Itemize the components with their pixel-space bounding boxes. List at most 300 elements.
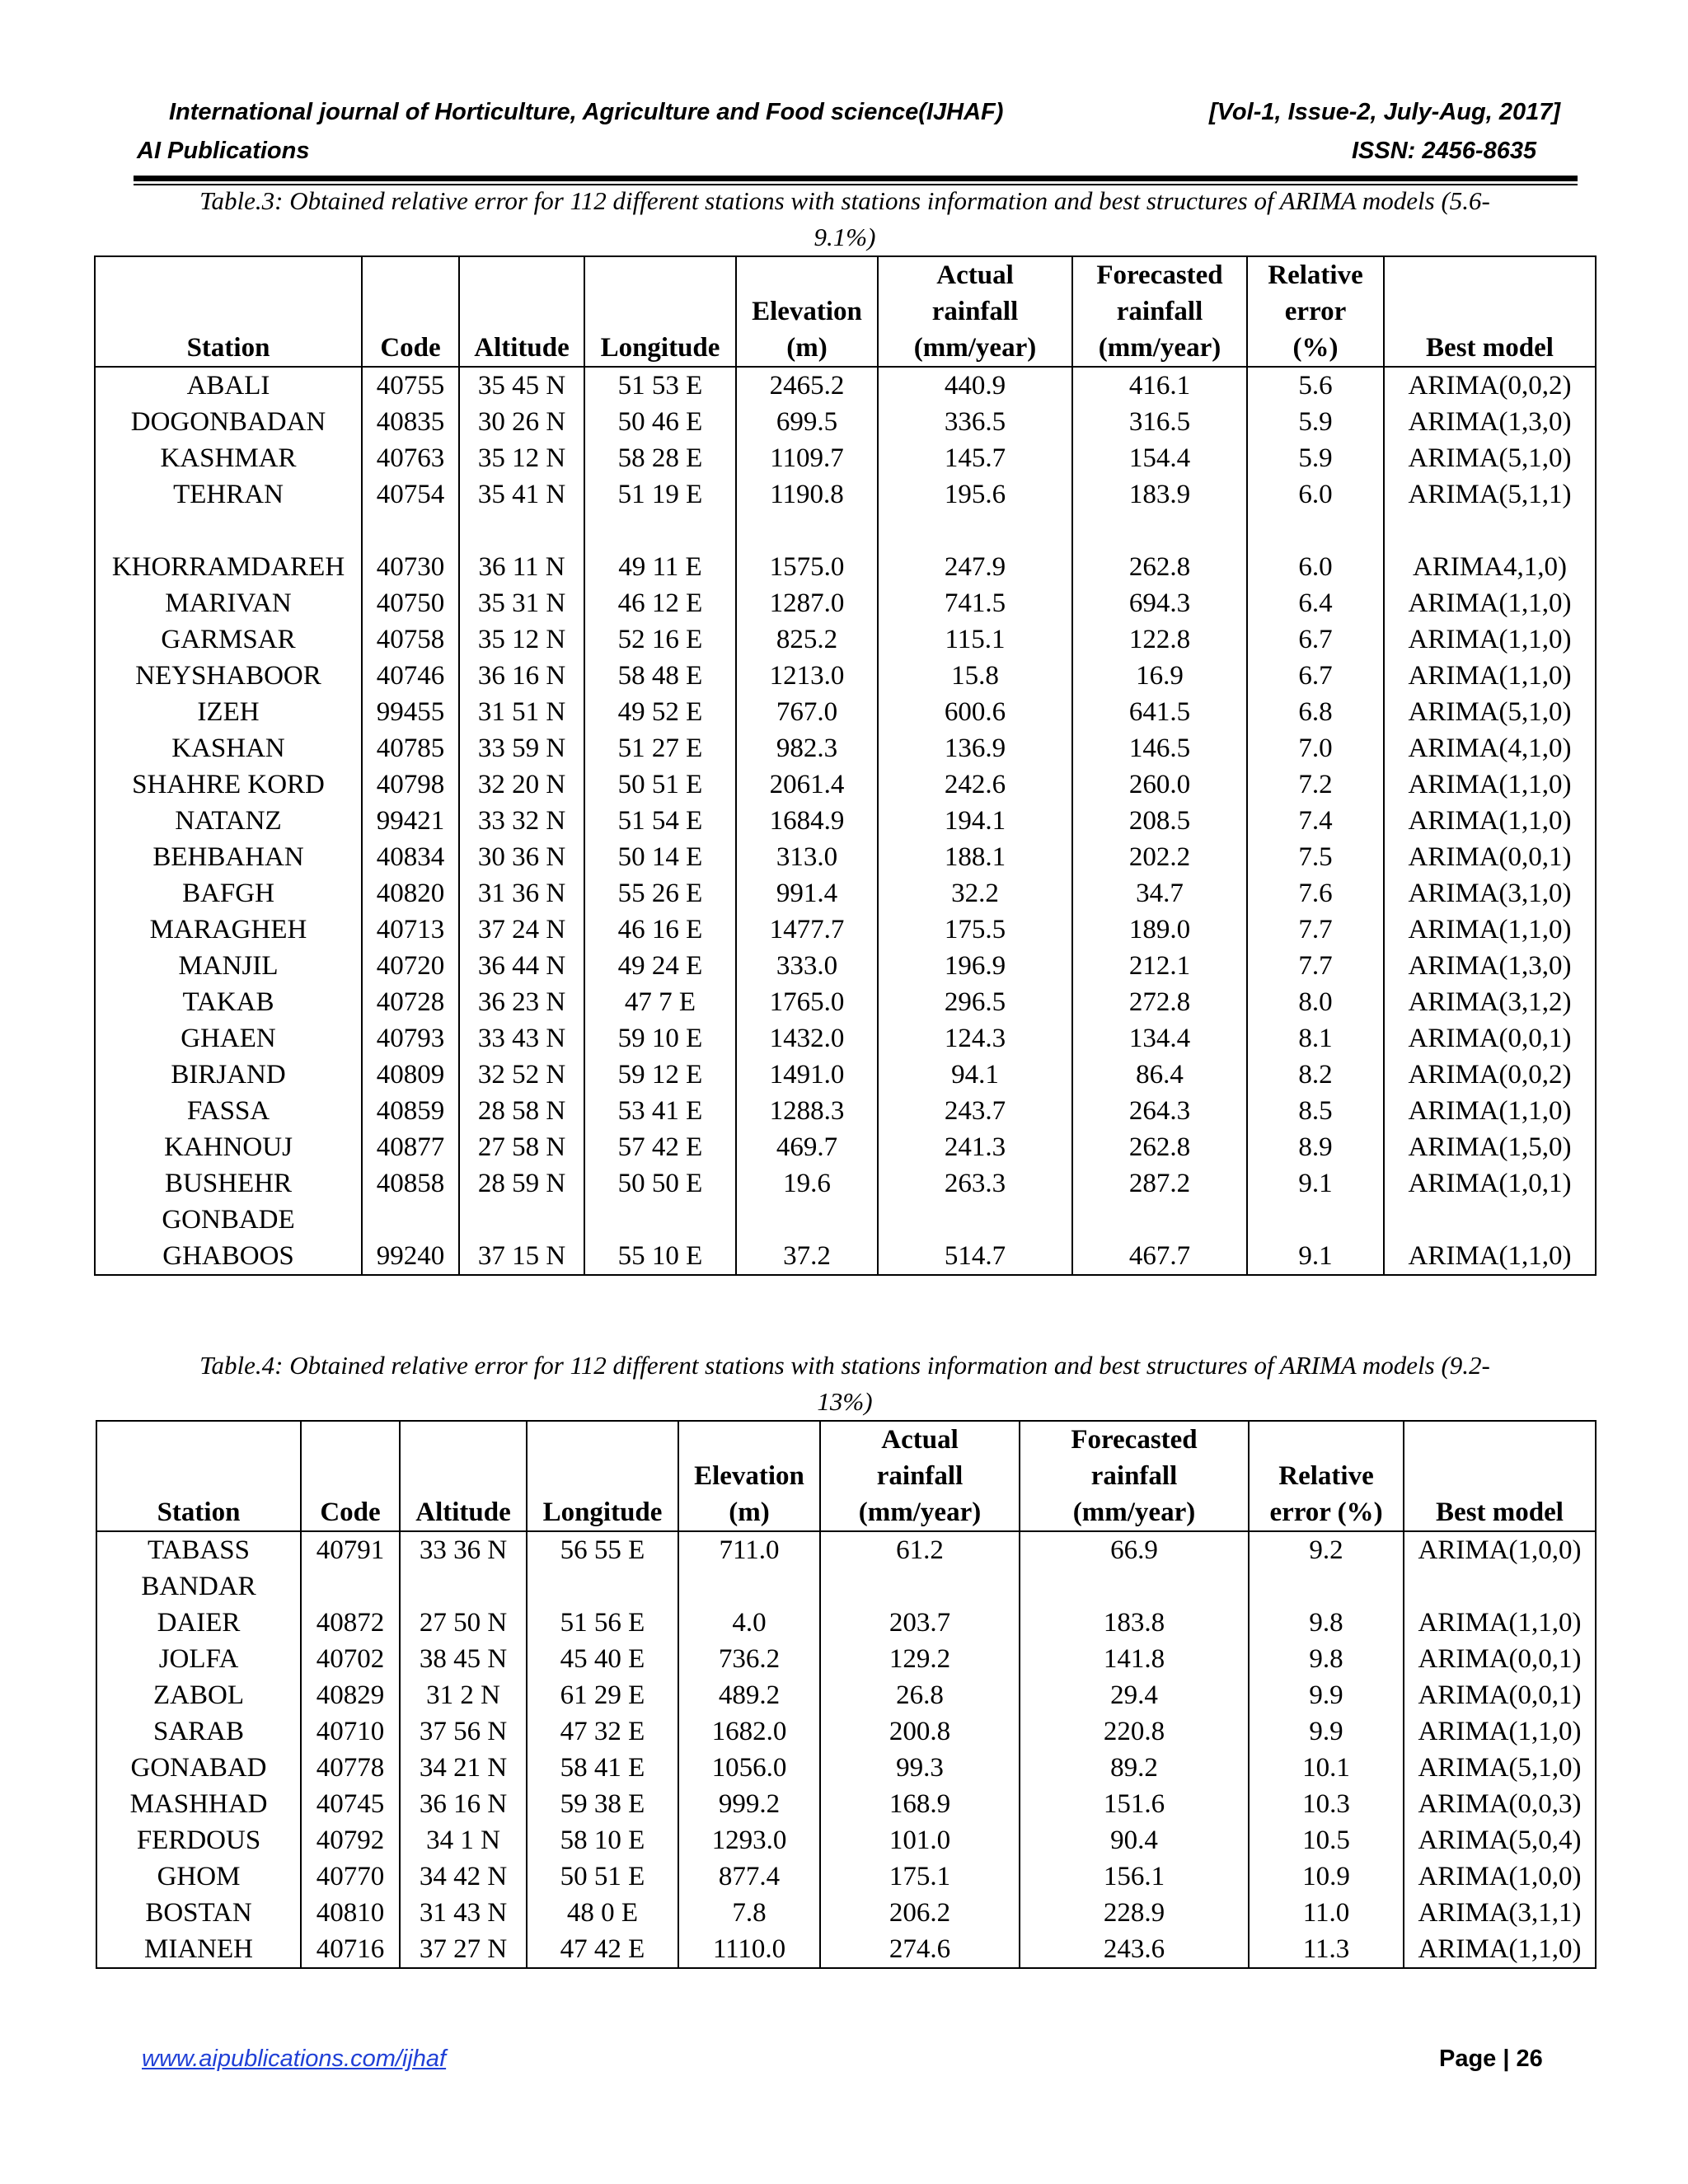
table4-col-header: Relative error (%) — [1249, 1421, 1404, 1531]
table-cell: 274.6 — [820, 1931, 1020, 1968]
table-cell: ARIMA(1,1,0) — [1404, 1713, 1596, 1750]
table-cell: 47 42 E — [527, 1931, 678, 1968]
table-cell: 57 42 E — [584, 1129, 736, 1165]
table-cell: 36 44 N — [459, 948, 584, 984]
table-cell: 272.8 — [1072, 984, 1247, 1020]
table-cell: 600.6 — [878, 694, 1072, 730]
table-cell: 61 29 E — [527, 1677, 678, 1713]
station-cell: MARAGHEH — [95, 912, 362, 948]
table-cell: 36 11 N — [459, 549, 584, 585]
table-row — [96, 1895, 1596, 1931]
table-cell: 1110.0 — [678, 1931, 820, 1968]
table-cell: 35 41 N — [459, 476, 584, 513]
table-row — [95, 621, 1596, 658]
table-cell: 99240 — [362, 1238, 459, 1275]
table-cell: 316.5 — [1072, 404, 1247, 440]
table-cell: 7.7 — [1247, 912, 1384, 948]
table3-caption: Table.3: Obtained relative error for 112 different stations with stations information and best structures of ARIMA models (5.6- 9.1%) — [199, 186, 1490, 251]
table-cell: 202.2 — [1072, 839, 1247, 875]
table-cell: 8.5 — [1247, 1093, 1384, 1129]
table-cell — [736, 1202, 878, 1238]
table-cell: 1575.0 — [736, 549, 878, 585]
table-cell: ARIMA(0,0,3) — [1404, 1786, 1596, 1822]
table-cell: 641.5 — [1072, 694, 1247, 730]
table4-col-header: Elevation (m) — [678, 1421, 820, 1531]
table-cell: 7.0 — [1247, 730, 1384, 766]
table-cell: 145.7 — [878, 440, 1072, 476]
table-cell: ARIMA(1,1,0) — [1384, 803, 1596, 839]
table-cell: 195.6 — [878, 476, 1072, 513]
table-cell: 40730 — [362, 549, 459, 585]
table-cell: 40809 — [362, 1057, 459, 1093]
table-cell — [1384, 1202, 1596, 1238]
table-cell: 58 10 E — [527, 1822, 678, 1858]
table-cell — [1384, 513, 1596, 549]
table-cell: 34 21 N — [400, 1750, 527, 1786]
table-cell: 47 7 E — [584, 984, 736, 1020]
table-cell: 37 24 N — [459, 912, 584, 948]
table-cell: 94.1 — [878, 1057, 1072, 1093]
table-row — [96, 1822, 1596, 1858]
table-cell: 175.1 — [820, 1858, 1020, 1895]
station-cell: IZEH — [95, 694, 362, 730]
station-cell: MANJIL — [95, 948, 362, 984]
station-cell: ABALI — [95, 367, 362, 404]
table-cell: 7.6 — [1247, 875, 1384, 912]
table-cell: 50 51 E — [527, 1858, 678, 1895]
table-cell — [301, 1568, 400, 1605]
station-cell: KAHNOUJ — [95, 1129, 362, 1165]
table4 — [96, 1420, 1597, 1969]
table-cell: 55 10 E — [584, 1238, 736, 1275]
table-cell: 877.4 — [678, 1858, 820, 1895]
table-cell: 262.8 — [1072, 1129, 1247, 1165]
table-cell: 151.6 — [1020, 1786, 1249, 1822]
table-cell: 40710 — [301, 1713, 400, 1750]
table-row — [95, 549, 1596, 585]
table-row — [95, 1165, 1596, 1202]
table-cell: ARIMA(1,1,0) — [1384, 658, 1596, 694]
table-cell: 440.9 — [878, 367, 1072, 404]
table-cell — [736, 513, 878, 549]
table3-col-header: Altitude — [459, 256, 584, 367]
table-cell: ARIMA(0,0,1) — [1404, 1677, 1596, 1713]
table-cell: 129.2 — [820, 1641, 1020, 1677]
journal-title: International journal of Horticulture, Agriculture and Food science(IJHAF) — [169, 99, 1004, 125]
table-row — [95, 766, 1596, 803]
table-cell: ARIMA(5,1,0) — [1384, 694, 1596, 730]
table-cell: 5.6 — [1247, 367, 1384, 404]
table-cell: 28 58 N — [459, 1093, 584, 1129]
table-cell — [362, 1202, 459, 1238]
table-cell: 49 24 E — [584, 948, 736, 984]
table-cell: 47 32 E — [527, 1713, 678, 1750]
table-cell: 31 2 N — [400, 1677, 527, 1713]
table-cell: ARIMA(1,1,0) — [1384, 1093, 1596, 1129]
table-cell: 247.9 — [878, 549, 1072, 585]
table-cell: 49 52 E — [584, 694, 736, 730]
table-cell: 141.8 — [1020, 1641, 1249, 1677]
table-row — [95, 839, 1596, 875]
table-cell: 52 16 E — [584, 621, 736, 658]
table-row — [95, 476, 1596, 513]
table-cell — [678, 1568, 820, 1605]
table-cell: 50 51 E — [584, 766, 736, 803]
table-cell: ARIMA(1,1,0) — [1384, 585, 1596, 621]
table-cell: 188.1 — [878, 839, 1072, 875]
table3-col-header: Actual rainfall (mm/year) — [878, 256, 1072, 367]
table-row — [95, 513, 1596, 549]
table-cell: 40791 — [301, 1531, 400, 1568]
table-cell: 122.8 — [1072, 621, 1247, 658]
table-cell: 333.0 — [736, 948, 878, 984]
table-row — [95, 875, 1596, 912]
station-cell: MARIVAN — [95, 585, 362, 621]
table-cell: ARIMA(3,1,1) — [1404, 1895, 1596, 1931]
page-number: Page | 26 — [1439, 2046, 1543, 2072]
table-cell — [527, 1568, 678, 1605]
table-cell: 243.7 — [878, 1093, 1072, 1129]
table-cell: 31 43 N — [400, 1895, 527, 1931]
table-cell — [1072, 513, 1247, 549]
table3-col-header: Relative error (%) — [1247, 256, 1384, 367]
table-cell: 15.8 — [878, 658, 1072, 694]
table-cell: 40716 — [301, 1931, 400, 1968]
station-cell: BUSHEHR — [95, 1165, 362, 1202]
table3-body — [95, 367, 1596, 1275]
table-cell — [1247, 513, 1384, 549]
table-cell: 19.6 — [736, 1165, 878, 1202]
table-cell: ARIMA(1,5,0) — [1384, 1129, 1596, 1165]
table-cell: 40820 — [362, 875, 459, 912]
table-cell: 40755 — [362, 367, 459, 404]
table-cell: 1684.9 — [736, 803, 878, 839]
station-cell: BEHBAHAN — [95, 839, 362, 875]
table-cell: 58 48 E — [584, 658, 736, 694]
table-cell: 40810 — [301, 1895, 400, 1931]
table-cell: 7.2 — [1247, 766, 1384, 803]
table3-col-header: Longitude — [584, 256, 736, 367]
table-cell: ARIMA(1,0,1) — [1384, 1165, 1596, 1202]
station-cell: GARMSAR — [95, 621, 362, 658]
table-cell: 33 59 N — [459, 730, 584, 766]
table-cell: 9.9 — [1249, 1713, 1404, 1750]
table-cell: 35 12 N — [459, 621, 584, 658]
table-cell: 313.0 — [736, 839, 878, 875]
table-cell: 206.2 — [820, 1895, 1020, 1931]
table-cell: 90.4 — [1020, 1822, 1249, 1858]
table-cell: 40858 — [362, 1165, 459, 1202]
table-cell: 59 12 E — [584, 1057, 736, 1093]
table-cell: ARIMA(5,0,4) — [1404, 1822, 1596, 1858]
table-cell: 35 45 N — [459, 367, 584, 404]
table-cell: 1288.3 — [736, 1093, 878, 1129]
table4-col-header: Best model — [1404, 1421, 1596, 1531]
table-cell: 9.1 — [1247, 1165, 1384, 1202]
table-cell: ARIMA(1,1,0) — [1384, 621, 1596, 658]
table-cell: 11.0 — [1249, 1895, 1404, 1931]
station-cell: NEYSHABOOR — [95, 658, 362, 694]
table-cell: 36 16 N — [459, 658, 584, 694]
station-cell: MIANEH — [96, 1931, 301, 1968]
table-cell: 40835 — [362, 404, 459, 440]
table-cell: 37 56 N — [400, 1713, 527, 1750]
table-cell: ARIMA(1,0,0) — [1404, 1858, 1596, 1895]
table-cell: 767.0 — [736, 694, 878, 730]
station-cell: BAFGH — [95, 875, 362, 912]
table-cell: 40798 — [362, 766, 459, 803]
table-row — [95, 1020, 1596, 1057]
table-row — [95, 1202, 1596, 1238]
table-cell: ARIMA(1,1,0) — [1384, 766, 1596, 803]
table-row — [95, 984, 1596, 1020]
table-cell: ARIMA(0,0,2) — [1384, 1057, 1596, 1093]
table-row — [96, 1931, 1596, 1968]
table-cell: 37.2 — [736, 1238, 878, 1275]
table-cell: 34 42 N — [400, 1858, 527, 1895]
table-cell: ARIMA(5,1,0) — [1384, 440, 1596, 476]
station-cell: GHOM — [96, 1858, 301, 1895]
table-cell: ARIMA(1,3,0) — [1384, 404, 1596, 440]
table-cell: ARIMA(1,1,0) — [1404, 1931, 1596, 1968]
table-cell: 50 14 E — [584, 839, 736, 875]
table-cell: 51 53 E — [584, 367, 736, 404]
header-rule-thick — [134, 176, 1578, 181]
table-row — [95, 803, 1596, 839]
table-cell: 29.4 — [1020, 1677, 1249, 1713]
table-cell: 40778 — [301, 1750, 400, 1786]
table-cell: 40793 — [362, 1020, 459, 1057]
table-cell — [820, 1568, 1020, 1605]
table-cell: 5.9 — [1247, 440, 1384, 476]
table-cell: 1491.0 — [736, 1057, 878, 1093]
table4-col-header: Code — [301, 1421, 400, 1531]
table-cell: 99455 — [362, 694, 459, 730]
table-row — [96, 1786, 1596, 1822]
station-cell: KASHMAR — [95, 440, 362, 476]
station-cell: DAIER — [96, 1605, 301, 1641]
table-cell — [459, 513, 584, 549]
table-cell: 31 36 N — [459, 875, 584, 912]
table-row — [95, 585, 1596, 621]
table-cell: 228.9 — [1020, 1895, 1249, 1931]
table4-caption: Table.4: Obtained relative error for 112 different stations with stations information and best structures of ARIMA models (9.2- 13%) — [199, 1351, 1490, 1416]
table-cell: 469.7 — [736, 1129, 878, 1165]
table-cell: 33 32 N — [459, 803, 584, 839]
table-cell: 32.2 — [878, 875, 1072, 912]
table-cell: 40702 — [301, 1641, 400, 1677]
table-cell: 115.1 — [878, 621, 1072, 658]
table-cell: 8.9 — [1247, 1129, 1384, 1165]
table-cell: ARIMA(3,1,0) — [1384, 875, 1596, 912]
table-cell: ARIMA(4,1,0) — [1384, 730, 1596, 766]
table-row — [95, 1238, 1596, 1275]
station-cell: BIRJAND — [95, 1057, 362, 1093]
table4-header-row — [96, 1421, 1596, 1531]
table-cell: 46 16 E — [584, 912, 736, 948]
table-cell: 1213.0 — [736, 658, 878, 694]
table-cell: 40754 — [362, 476, 459, 513]
table-row — [95, 658, 1596, 694]
table-cell: 9.9 — [1249, 1677, 1404, 1713]
table-row — [96, 1568, 1596, 1605]
station-cell: FASSA — [95, 1093, 362, 1129]
table-cell: 8.1 — [1247, 1020, 1384, 1057]
table-cell: 156.1 — [1020, 1858, 1249, 1895]
table-cell: 61.2 — [820, 1531, 1020, 1568]
table-cell: 30 36 N — [459, 839, 584, 875]
table-cell: 50 46 E — [584, 404, 736, 440]
station-cell: SHAHRE KORD — [95, 766, 362, 803]
table-cell: 48 0 E — [527, 1895, 678, 1931]
table-cell: 40746 — [362, 658, 459, 694]
table-cell — [459, 1202, 584, 1238]
table-cell: 58 28 E — [584, 440, 736, 476]
table-cell: 33 36 N — [400, 1531, 527, 1568]
table-cell: 31 51 N — [459, 694, 584, 730]
table4-col-header: Forecasted rainfall (mm/year) — [1020, 1421, 1249, 1531]
table-cell: 40859 — [362, 1093, 459, 1129]
table-cell: 6.0 — [1247, 476, 1384, 513]
table-cell: ARIMA(1,0,0) — [1404, 1531, 1596, 1568]
table-cell: 4.0 — [678, 1605, 820, 1641]
table-cell: 26.8 — [820, 1677, 1020, 1713]
table3-col-header: Station — [95, 256, 362, 367]
table-cell: 183.9 — [1072, 476, 1247, 513]
table-cell: 33 43 N — [459, 1020, 584, 1057]
table-row — [95, 367, 1596, 404]
table-cell: 40720 — [362, 948, 459, 984]
table-cell: 243.6 — [1020, 1931, 1249, 1968]
table-cell: 9.1 — [1247, 1238, 1384, 1275]
table-cell: 6.8 — [1247, 694, 1384, 730]
table-row — [95, 694, 1596, 730]
table-cell: 86.4 — [1072, 1057, 1247, 1093]
volume-info: [Vol-1, Issue-2, July-Aug, 2017] — [1209, 99, 1560, 125]
table-cell: 1287.0 — [736, 585, 878, 621]
table-cell: 45 40 E — [527, 1641, 678, 1677]
table-cell: 27 50 N — [400, 1605, 527, 1641]
table-cell: 1765.0 — [736, 984, 878, 1020]
table-cell: 59 10 E — [584, 1020, 736, 1057]
table-cell: 124.3 — [878, 1020, 1072, 1057]
table-cell: 10.9 — [1249, 1858, 1404, 1895]
table-cell: 296.5 — [878, 984, 1072, 1020]
table-cell: 37 15 N — [459, 1238, 584, 1275]
table-cell: 40877 — [362, 1129, 459, 1165]
table-cell: 8.2 — [1247, 1057, 1384, 1093]
table-cell: 1477.7 — [736, 912, 878, 948]
table-cell: 264.3 — [1072, 1093, 1247, 1129]
table-cell: ARIMA(0,0,1) — [1404, 1641, 1596, 1677]
table-row — [95, 1129, 1596, 1165]
station-cell: BOSTAN — [96, 1895, 301, 1931]
table-cell: 175.5 — [878, 912, 1072, 948]
table-cell: 825.2 — [736, 621, 878, 658]
table-cell — [1072, 1202, 1247, 1238]
table-cell: 51 19 E — [584, 476, 736, 513]
table-cell: ARIMA(1,1,0) — [1384, 912, 1596, 948]
table-cell: ARIMA(1,3,0) — [1384, 948, 1596, 984]
table-cell: ARIMA(3,1,2) — [1384, 984, 1596, 1020]
table-cell: 99.3 — [820, 1750, 1020, 1786]
table-cell: 200.8 — [820, 1713, 1020, 1750]
table-row — [95, 440, 1596, 476]
table3-col-header: Best model — [1384, 256, 1596, 367]
station-cell: ZABOL — [96, 1677, 301, 1713]
table-cell: 196.9 — [878, 948, 1072, 984]
table-cell: 58 41 E — [527, 1750, 678, 1786]
table-cell: 1056.0 — [678, 1750, 820, 1786]
table-cell: 699.5 — [736, 404, 878, 440]
table-cell: 2465.2 — [736, 367, 878, 404]
table-cell: 32 20 N — [459, 766, 584, 803]
table-cell: 7.4 — [1247, 803, 1384, 839]
journal-website-link[interactable]: www.aipublications.com/ijhaf — [142, 2046, 447, 2072]
table-cell: 741.5 — [878, 585, 1072, 621]
table-cell: 203.7 — [820, 1605, 1020, 1641]
table-cell: 40763 — [362, 440, 459, 476]
table-cell: 154.4 — [1072, 440, 1247, 476]
table-row — [95, 730, 1596, 766]
table-cell: ARIMA(0,0,2) — [1384, 367, 1596, 404]
table-cell: 51 27 E — [584, 730, 736, 766]
table-cell: 32 52 N — [459, 1057, 584, 1093]
table-cell — [362, 513, 459, 549]
table-cell: ARIMA4,1,0) — [1384, 549, 1596, 585]
table4-col-header: Altitude — [400, 1421, 527, 1531]
table-cell: 38 45 N — [400, 1641, 527, 1677]
table-cell: 467.7 — [1072, 1238, 1247, 1275]
table-cell: 40713 — [362, 912, 459, 948]
table-cell: 134.4 — [1072, 1020, 1247, 1057]
table-cell: 34 1 N — [400, 1822, 527, 1858]
table-cell: 36 23 N — [459, 984, 584, 1020]
table-cell: 7.7 — [1247, 948, 1384, 984]
table-cell: 8.0 — [1247, 984, 1384, 1020]
table-cell: 1293.0 — [678, 1822, 820, 1858]
table-row — [95, 404, 1596, 440]
table-cell: 489.2 — [678, 1677, 820, 1713]
table-cell: 1682.0 — [678, 1713, 820, 1750]
table-cell: 51 54 E — [584, 803, 736, 839]
table-cell: 136.9 — [878, 730, 1072, 766]
table-cell: 7.8 — [678, 1895, 820, 1931]
station-cell: GHABOOS — [95, 1238, 362, 1275]
table-cell — [1404, 1568, 1596, 1605]
table-cell: 40872 — [301, 1605, 400, 1641]
table-row — [96, 1677, 1596, 1713]
table-cell: 9.8 — [1249, 1641, 1404, 1677]
station-cell: KASHAN — [95, 730, 362, 766]
table-cell: 59 38 E — [527, 1786, 678, 1822]
table4-body — [96, 1531, 1596, 1968]
table-cell: 736.2 — [678, 1641, 820, 1677]
table-cell: 30 26 N — [459, 404, 584, 440]
table-cell: 9.8 — [1249, 1605, 1404, 1641]
table4-col-header: Actual rainfall (mm/year) — [820, 1421, 1020, 1531]
table-cell: ARIMA(5,1,0) — [1404, 1750, 1596, 1786]
table3-col-header: Elevation (m) — [736, 256, 878, 367]
table-cell: 10.1 — [1249, 1750, 1404, 1786]
station-cell: TAKAB — [95, 984, 362, 1020]
table-cell: 40834 — [362, 839, 459, 875]
table-cell: 53 41 E — [584, 1093, 736, 1129]
table-cell: 183.8 — [1020, 1605, 1249, 1641]
table-row — [95, 948, 1596, 984]
table-row — [96, 1641, 1596, 1677]
station-cell: TABASS — [96, 1531, 301, 1568]
